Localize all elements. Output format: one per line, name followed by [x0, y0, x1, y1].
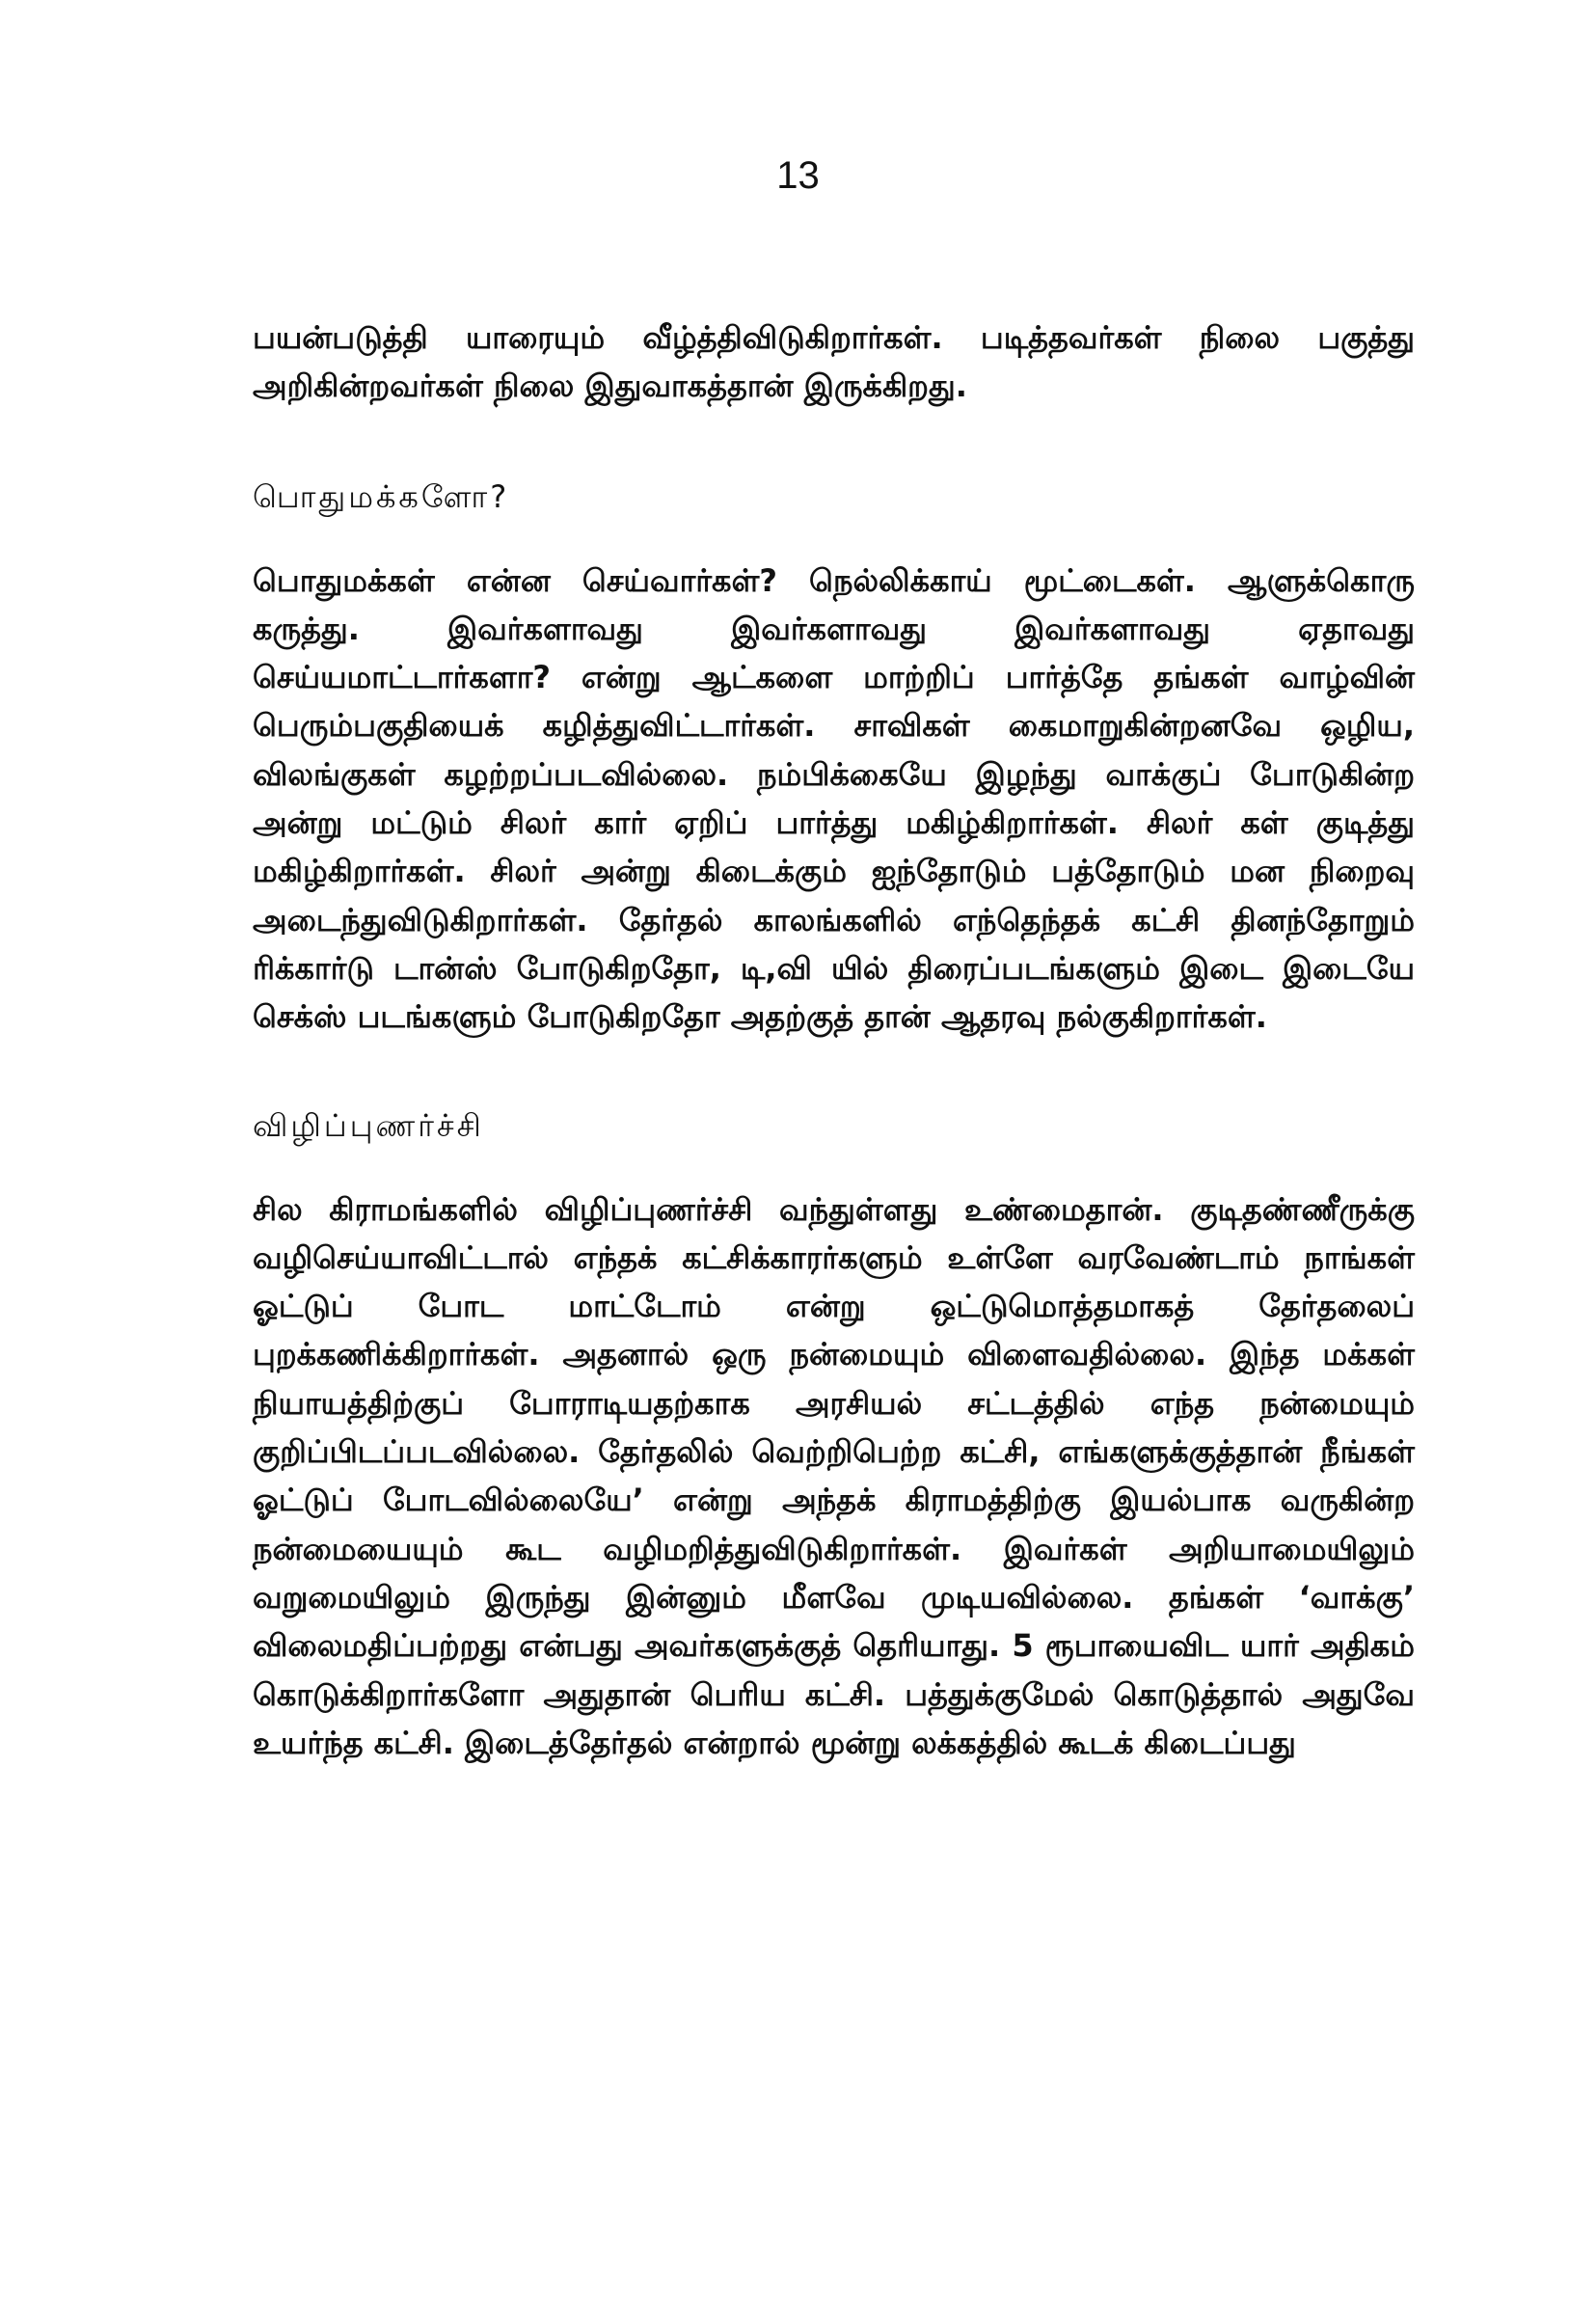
section-heading-awareness: விழிப்புணர்ச்சி [253, 1106, 484, 1144]
paragraph-intro: பயன்படுத்தி யாரையும் வீழ்த்திவிடுகிறார்கள். படித்தவர்கள் நிலை பகுத்து அறிகின்றவர்கள் நிலை இதுவாகத்தான் இருக்கிறது. [253, 319, 1415, 405]
page-body [253, 313, 1415, 1767]
paragraph-awareness: சில கிராமங்களில் விழிப்புணர்ச்சி வந்துள்ளது உண்மைதான். குடிதண்ணீருக்கு வழிசெய்யாவிட்டால் எந்தக் கட்சிக்காரர்களும் உள்ளே வரவேண்டாம் நாங்கள் ஓட்டுப் போட மாட்டோம் என்று ஒட்டுமொத்தமாகத் தேர்தலைப் புறக்கணிக்கிறார்கள். அதனால் ஒரு நன்மையும் விளைவதில்லை. இந்த மக்கள் நியாயத்திற்குப் போராடியதற்காக அரசியல் சட்டத்தில் எந்த நன்மையும் குறிப்பிடப்படவில்லை. தேர்தலில் வெற்றிபெற்ற கட்சி, எங்களுக்குத்தான் நீங்கள் ஓட்டுப் போடவில்லையே’ என்று அந்தக் கிராமத்திற்கு இயல்பாக வருகின்ற நன்மையையும் கூட வழிமறித்துவிடுகிறார்கள். இவர்கள் அறியாமையிலும் வறுமையிலும் இருந்து இன்னும் மீளவே முடியவில்லை. தங்கள் ‘வாக்கு’ விலைமதிப்பற்றது என்பது அவர்களுக்குத் தெரியாது. 5 ரூபாயைவிட யார் அதிகம் கொடுக்கிறார்களோ அதுதான் பெரிய கட்சி. பத்துக்குமேல் கொடுத்தால் அதுவே உயர்ந்த கட்சி. இடைத்தேர்தல் என்றால் மூன்று லக்கத்தில் கூடக் கிடைப்பது [253, 1190, 1416, 1761]
page-number: 13 [776, 154, 820, 197]
paragraph-public: பொதுமக்கள் என்ன செய்வார்கள்? நெல்லிக்காய் மூட்டைகள். ஆளுக்கொரு கருத்து. இவர்களாவது இவர்களாவது இவர்களாவது ஏதாவது செய்யமாட்டார்களா? என்று ஆட்களை மாற்றிப் பார்த்தே தங்கள் வாழ்வின் பெரும்பகுதியைக் கழித்துவிட்டார்கள். சாவிகள் கைமாறுகின்றனவே ஒழிய, விலங்குகள் கழற்றப்படவில்லை. நம்பிக்கையே இழந்து வாக்குப் போடுகின்ற அன்று மட்டும் சிலர் கார் ஏறிப் பார்த்து மகிழ்கிறார்கள். சிலர் கள் குடித்து மகிழ்கிறார்கள். சிலர் அன்று கிடைக்கும் ஐந்தோடும் பத்தோடும் மன நிறைவு அடைந்துவிடுகிறார்கள். தேர்தல் காலங்களில் எந்தெந்தக் கட்சி தினந்தோறும் ரிக்கார்டு டான்ஸ் போடுகிறதோ, டி,வி யில் திரைப்படங்களும் இடை இடையே செக்ஸ் படங்களும் போடுகிறதோ அதற்குத் தான் ஆதரவு நல்குகிறார்கள். [253, 561, 1416, 1036]
section-heading-public: பொதுமக்களோ? [253, 477, 510, 515]
